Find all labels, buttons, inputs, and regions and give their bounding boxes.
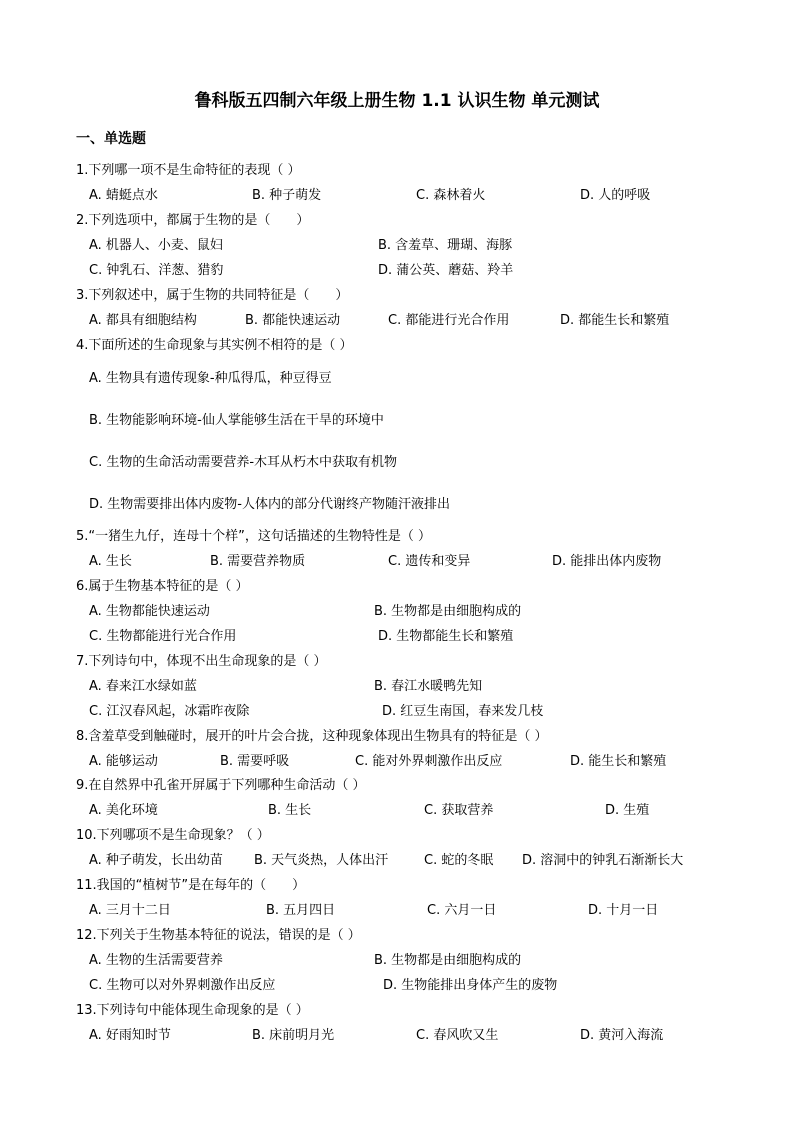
answer-option: A. 能够运动 <box>89 754 158 769</box>
answer-option: D. 能排出体内废物 <box>552 554 662 569</box>
answer-option: B. 生物都是由细胞构成的 <box>374 953 522 968</box>
answer-option: B. 床前明月光 <box>252 1028 335 1043</box>
page-title: 鲁科版五四制六年级上册生物 1.1 认识生物 单元测试 <box>194 91 600 111</box>
answer-option: D. 溶洞中的钟乳石渐渐长大 <box>522 853 684 868</box>
answer-option: B. 都能快速运动 <box>245 313 341 328</box>
question-stem: 9.在自然界中孔雀开屏属于下列哪种生命活动（ ） <box>76 778 366 793</box>
answer-option: B. 生长 <box>268 803 312 818</box>
answer-option: B. 生物能影响环境-仙人掌能够生活在干旱的环境中 <box>89 413 384 428</box>
answer-option: D. 生物需要排出体内废物-人体内的部分代谢终产物随汗液排出 <box>89 497 450 512</box>
answer-option: D. 能生长和繁殖 <box>570 754 667 769</box>
question-stem: 7.下列诗句中，体现不出生命现象的是（ ） <box>76 654 327 669</box>
answer-option: C. 遗传和变异 <box>388 554 471 569</box>
answer-option: A. 都具有细胞结构 <box>89 313 197 328</box>
answer-option: A. 生长 <box>89 554 132 569</box>
question-stem: 2.下列选项中，都属于生物的是（ ） <box>76 213 310 228</box>
answer-option: D. 蒲公英、蘑菇、羚羊 <box>378 263 514 278</box>
question-stem: 6.属于生物基本特征的是（ ） <box>76 579 249 594</box>
answer-option: C. 森林着火 <box>416 188 486 203</box>
answer-option: C. 六月一日 <box>427 903 497 918</box>
question-stem: 8.含羞草受到触碰时，展开的叶片会合拢，这种现象体现出生物具有的特征是（ ） <box>76 729 548 744</box>
answer-option: C. 能对外界刺激作出反应 <box>355 754 503 769</box>
answer-option: A. 生物的生活需要营养 <box>89 953 223 968</box>
section-heading: 一、单选题 <box>76 131 146 147</box>
answer-option: B. 含羞草、珊瑚、海豚 <box>378 238 513 253</box>
answer-option: A. 三月十二日 <box>89 903 171 918</box>
answer-option: C. 春风吹又生 <box>416 1028 499 1043</box>
answer-option: B. 需要营养物质 <box>210 554 306 569</box>
answer-option: D. 十月一日 <box>588 903 659 918</box>
answer-option: A. 美化环境 <box>89 803 158 818</box>
answer-option: A. 蜻蜓点水 <box>89 188 158 203</box>
answer-option: B. 种子萌发 <box>252 188 322 203</box>
question-stem: 3.下列叙述中，属于生物的共同特征是（ ） <box>76 288 349 303</box>
answer-option: D. 黄河入海流 <box>580 1028 664 1043</box>
answer-option: C. 获取营养 <box>424 803 494 818</box>
question-stem: 13.下列诗句中能体现生命现象的是（ ） <box>76 1003 309 1018</box>
question-stem: 1.下列哪一项不是生命特征的表现（ ） <box>76 163 301 178</box>
answer-option: A. 机器人、小麦、鼠妇 <box>89 238 223 253</box>
answer-option: C. 生物可以对外界刺激作出反应 <box>89 978 276 993</box>
answer-option: B. 五月四日 <box>266 903 336 918</box>
answer-option: D. 人的呼吸 <box>580 188 651 203</box>
answer-option: D. 红豆生南国，春来发几枝 <box>382 704 544 719</box>
answer-option: D. 都能生长和繁殖 <box>560 313 670 328</box>
question-stem: 12.下列关于生物基本特征的说法，错误的是（ ） <box>76 928 361 943</box>
answer-option: C. 都能进行光合作用 <box>388 313 510 328</box>
answer-option: A. 好雨知时节 <box>89 1028 171 1043</box>
answer-option: B. 需要呼吸 <box>220 754 290 769</box>
answer-option: D. 生物都能生长和繁殖 <box>378 629 514 644</box>
answer-option: C. 生物的生命活动需要营养-木耳从朽木中获取有机物 <box>89 455 398 470</box>
answer-option: B. 天气炎热，人体出汗 <box>254 853 389 868</box>
answer-option: A. 生物具有遗传现象-种瓜得瓜，种豆得豆 <box>89 371 332 386</box>
answer-option: B. 生物都是由细胞构成的 <box>374 604 522 619</box>
answer-option: C. 蛇的冬眠 <box>424 853 494 868</box>
answer-option: A. 种子萌发，长出幼苗 <box>89 853 223 868</box>
answer-option: D. 生物能排出身体产生的废物 <box>383 978 558 993</box>
question-stem: 4.下面所述的生命现象与其实例不相符的是（ ） <box>76 338 353 353</box>
answer-option: C. 江汉春风起，冰霜昨夜除 <box>89 704 250 719</box>
question-stem: 10.下列哪项不是生命现象？（ ） <box>76 828 270 843</box>
answer-option: D. 生殖 <box>605 803 650 818</box>
answer-option: C. 生物都能进行光合作用 <box>89 629 237 644</box>
answer-option: A. 春来江水绿如蓝 <box>89 679 197 694</box>
answer-option: C. 钟乳石、洋葱、猎豹 <box>89 263 224 278</box>
answer-option: B. 春江水暖鸭先知 <box>374 679 483 694</box>
question-stem: 11.我国的“植树节”是在每年的（ ） <box>76 878 306 893</box>
question-stem: 5.“一猪生九仔，连母十个样”，这句话描述的生物特性是（ ） <box>76 529 432 544</box>
answer-option: A. 生物都能快速运动 <box>89 604 210 619</box>
